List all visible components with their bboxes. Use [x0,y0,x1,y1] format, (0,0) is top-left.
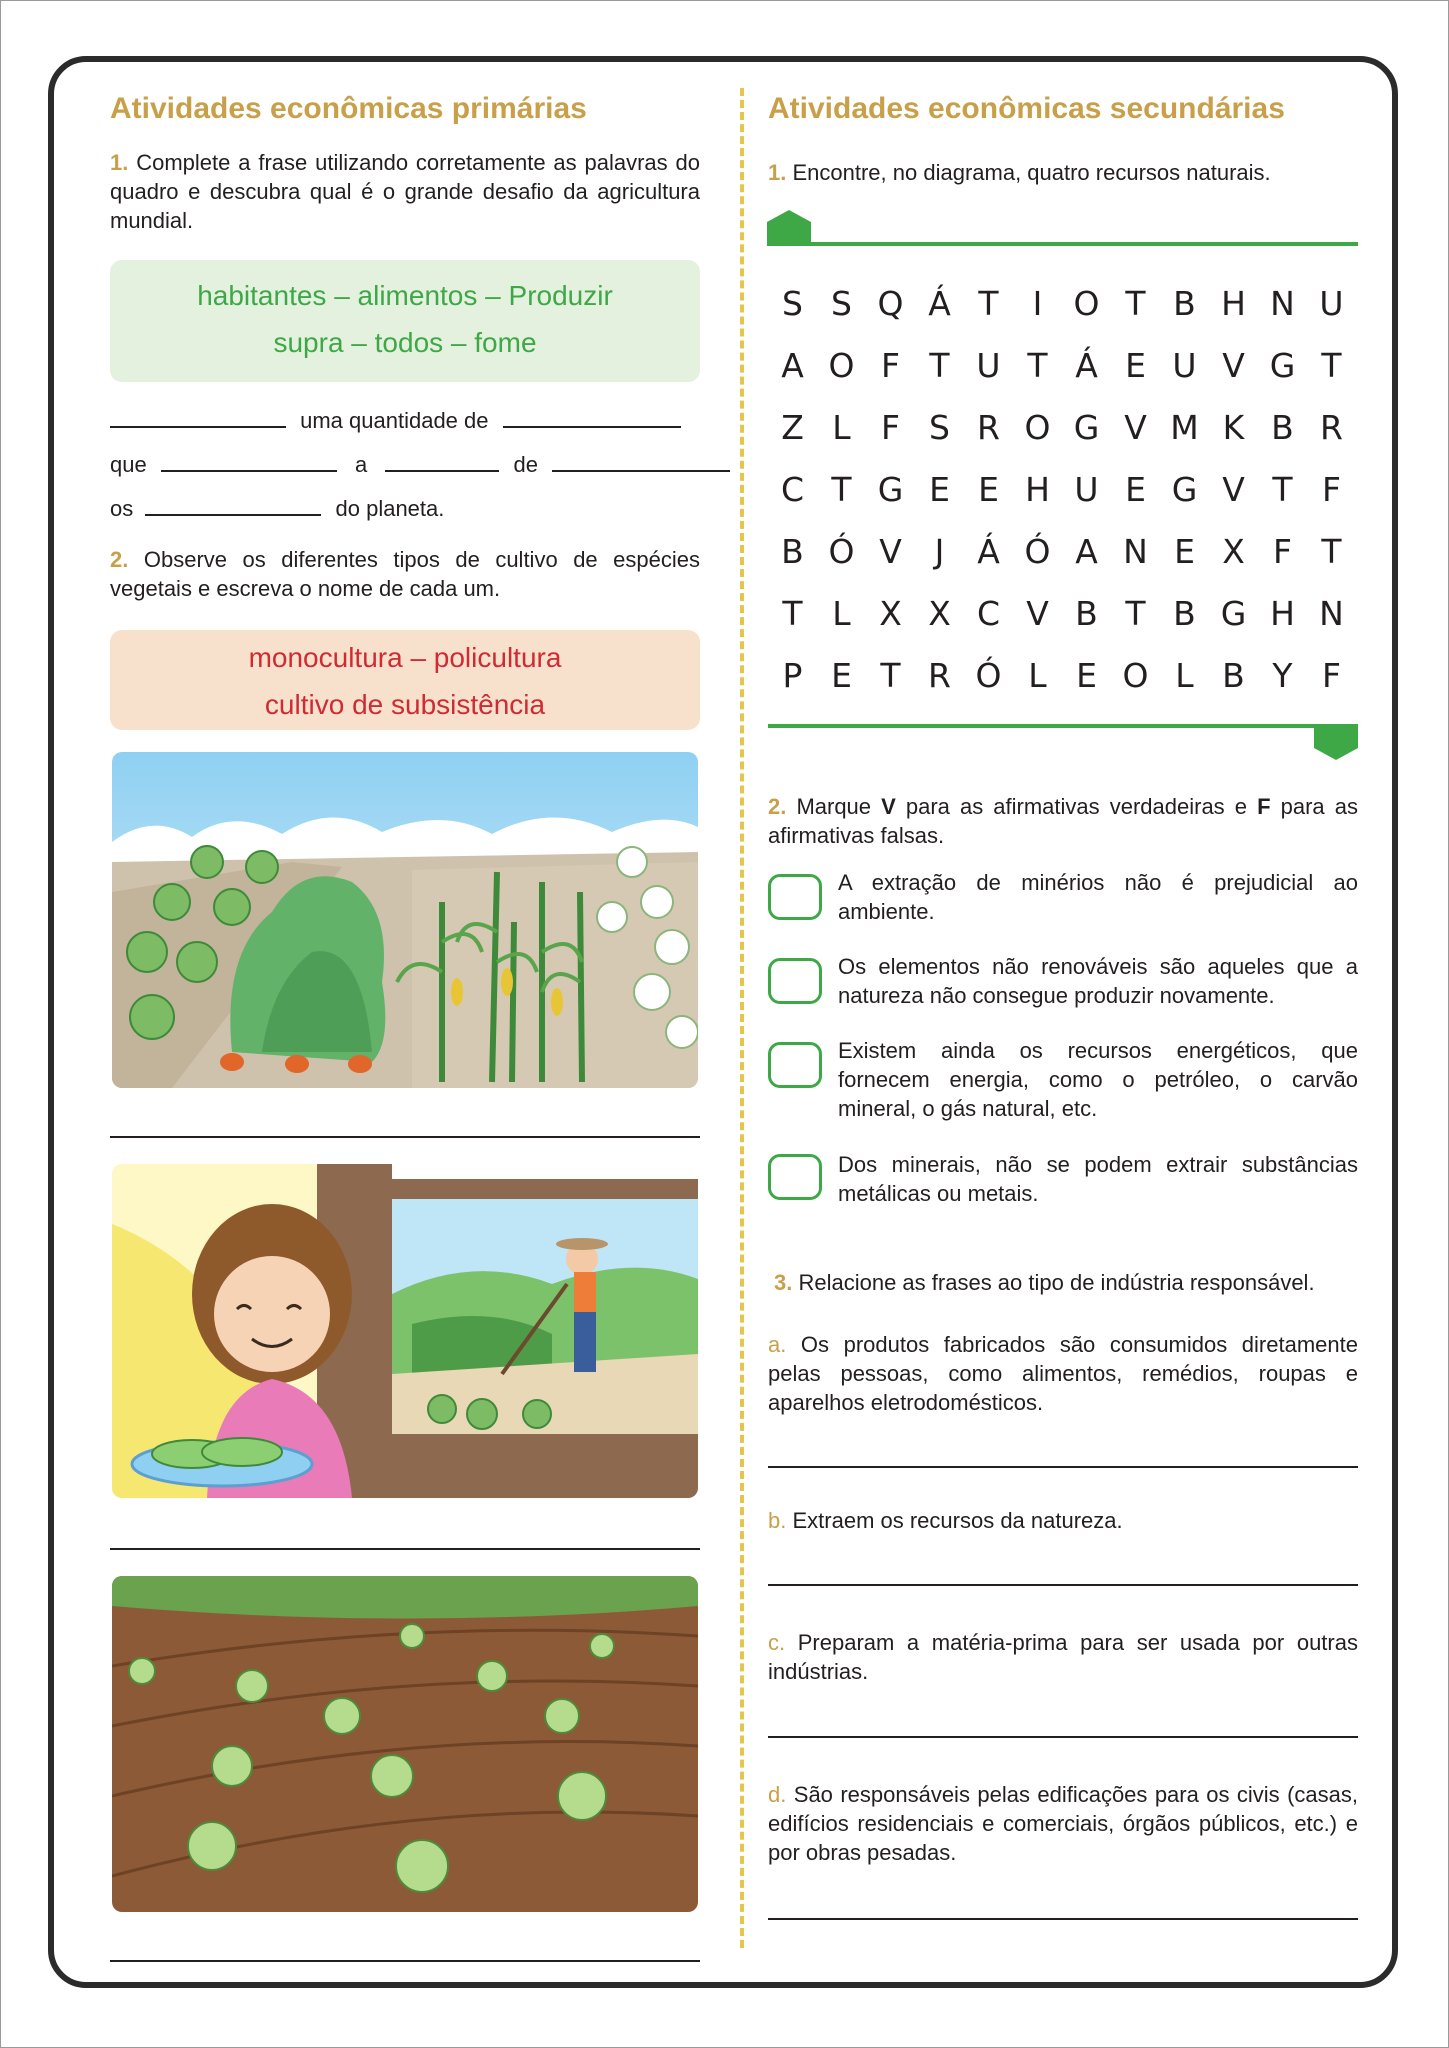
grid-letter[interactable]: C [976,593,1001,633]
vf-checkbox-3[interactable] [768,1042,822,1088]
grid-letter[interactable]: S [831,283,852,323]
grid-letter[interactable]: T [1125,283,1146,323]
grid-letter[interactable]: B [1222,655,1245,695]
sentence-text-5: os [110,496,134,521]
grid-letter[interactable]: E [929,469,950,509]
illustration-polyculture [112,752,698,1088]
grid-row-6 [768,582,1358,644]
right-q3-prompt [774,1268,1358,1297]
left-q1-number: 1. [110,150,129,175]
grid-row-1 [768,272,1358,334]
sentence-row-1 [110,404,700,434]
grid-letter[interactable]: V [1222,469,1245,509]
answer-line-illustration-3[interactable] [110,1960,700,1962]
grid-letter[interactable]: T [831,469,852,509]
grid-letter[interactable]: O [1122,655,1149,695]
grid-letter[interactable]: T [880,655,901,695]
grid-letter[interactable]: U [976,345,1001,385]
sentence-text-2: que [110,452,147,477]
right-q2-text-a: Marque [796,794,872,819]
vf-statement-1: A extração de minérios não é prejudicial ao ambiente. [838,870,1358,924]
illustration-subsistence [112,1164,698,1498]
grid-letter[interactable]: N [1319,593,1344,633]
right-q2-bold-v: V [881,794,896,819]
word-search-grid [768,272,1358,706]
grid-letter[interactable]: Ó [1024,531,1051,571]
grid-letter[interactable]: G [1269,345,1296,385]
sentence-text-6: do planeta. [335,496,445,521]
grid-letter[interactable]: G [877,469,904,509]
grid-letter[interactable]: F [881,407,900,447]
grid-letter[interactable]: C [780,469,805,509]
grid-letter[interactable]: G [1171,469,1198,509]
left-q1-text: Complete a frase utilizando corretamente as palavras do quadro e descubra qual é o grande desafio da agricultura mundial. [110,150,700,233]
answer-line-q3-a[interactable] [768,1466,1358,1468]
grid-letter[interactable]: B [781,531,804,571]
grid-letter[interactable]: T [1125,593,1146,633]
sentence-row-3 [110,492,700,522]
q3-item-d-letter: d. [768,1782,787,1807]
grid-letter[interactable]: U [1074,469,1099,509]
vf-statement-4: Dos minerais, não se podem extrair substâncias metálicas ou metais. [838,1152,1358,1206]
polyculture-drawing [112,752,698,1088]
right-q2-text-c: para as afirmativas falsas. [768,794,1358,848]
vf-statement-2: Os elementos não renováveis são aqueles que a natureza não consegue produzir novamente. [838,954,1358,1008]
grid-letter[interactable]: O [1024,407,1051,447]
q3-item-b-text: Extraem os recursos da natureza. [792,1508,1123,1533]
grid-letter[interactable]: N [1123,531,1148,571]
grid-letter[interactable]: I [1032,283,1043,323]
grid-bottom-tab [1314,724,1358,760]
grid-row-3 [768,396,1358,458]
q3-item-b [768,1506,1358,1535]
grid-letter[interactable]: U [1172,345,1197,385]
blank-6[interactable] [145,492,321,516]
grid-top-tab [767,210,811,246]
grid-row-7 [768,644,1358,706]
right-q2-prompt [768,792,1358,850]
grid-letter[interactable]: Y [1272,655,1293,695]
grid-bottom-border [768,724,1358,728]
grid-letter[interactable]: F [881,345,900,385]
grid-letter[interactable]: F [1322,469,1341,509]
answer-line-q3-d[interactable] [768,1918,1358,1920]
right-q2-bold-f: F [1257,794,1271,819]
sentence-text-1: uma quantidade de [300,408,489,433]
grid-letter[interactable]: E [1076,655,1097,695]
grid-letter[interactable]: T [782,593,803,633]
grid-letter[interactable]: A [1075,531,1098,571]
left-q2-text: Observe os diferentes tipos de cultivo de espécies vegetais e escreva o nome de cada um. [110,547,700,601]
grid-letter[interactable]: V [1222,345,1245,385]
blank-1[interactable] [110,404,286,428]
left-q1-prompt [110,148,700,235]
grid-letter[interactable]: L [1028,655,1047,695]
grid-letter[interactable]: O [1073,283,1100,323]
grid-letter[interactable]: V [1124,407,1147,447]
grid-letter[interactable]: V [879,531,902,571]
grid-letter[interactable]: R [1320,407,1343,447]
grid-letter[interactable]: E [831,655,852,695]
left-q2-prompt [110,545,700,603]
grid-letter[interactable]: E [1174,531,1195,571]
sentence-text-3: a [354,452,368,477]
illustration-monoculture [112,1576,698,1912]
vf-checkbox-2[interactable] [768,958,822,1004]
grid-top-border [768,242,1358,246]
grid-letter[interactable]: Á [928,283,951,323]
q3-item-c [768,1628,1358,1686]
answer-line-q3-c[interactable] [768,1736,1358,1738]
blank-2[interactable] [503,404,681,428]
grid-letter[interactable]: B [1173,283,1196,323]
word-bank-q1-line2: supra – todos – fome [273,327,537,358]
grid-letter[interactable]: R [977,407,1000,447]
right-q1-text: Encontre, no diagrama, quatro recursos naturais. [792,160,1271,185]
grid-letter[interactable]: U [1319,283,1344,323]
grid-letter[interactable]: H [1221,283,1246,323]
grid-letter[interactable]: S [929,407,950,447]
grid-letter[interactable]: L [1175,655,1194,695]
answer-line-illustration-2[interactable] [110,1548,700,1550]
right-q2-number: 2. [768,794,787,819]
blank-4[interactable] [385,448,499,472]
left-q2-number: 2. [110,547,129,572]
q3-item-c-text: Preparam a matéria-prima para ser usada por outras indústrias. [768,1630,1358,1684]
q3-item-b-letter: b. [768,1508,787,1533]
grid-letter[interactable]: Á [977,531,1000,571]
right-q3-text: Relacione as frases ao tipo de indústria responsável. [798,1270,1315,1295]
grid-letter[interactable]: Z [781,407,804,447]
grid-letter[interactable]: B [1075,593,1098,633]
grid-letter[interactable]: E [1125,345,1146,385]
grid-letter[interactable]: N [1270,283,1295,323]
grid-letter[interactable]: Ó [828,531,855,571]
blank-3[interactable] [161,448,337,472]
grid-letter[interactable]: B [1271,407,1294,447]
right-section-title: Atividades econômicas secundárias [768,92,1285,125]
vf-checkbox-4[interactable] [768,1154,822,1200]
grid-letter[interactable]: F [1322,655,1341,695]
grid-letter[interactable]: T [1027,345,1048,385]
grid-letter[interactable]: B [1173,593,1196,633]
grid-letter[interactable]: K [1222,407,1245,447]
sentence-row-2 [110,448,700,478]
right-q1-prompt [768,158,1358,187]
q3-item-d [768,1780,1358,1867]
grid-letter[interactable]: X [879,593,902,633]
grid-letter[interactable]: T [1321,531,1342,571]
right-q1-number: 1. [768,160,787,185]
grid-letter[interactable]: S [782,283,803,323]
grid-letter[interactable]: A [781,345,804,385]
grid-letter[interactable]: J [934,531,945,571]
answer-line-illustration-1[interactable] [110,1136,700,1138]
word-bank-q2-line1: monocultura – policultura [248,642,562,673]
grid-letter[interactable]: T [1321,345,1342,385]
grid-letter[interactable]: L [832,407,851,447]
right-q2-text-b: para as afirmativas verdadeiras e [905,794,1247,819]
sentence-text-4: de [513,452,538,477]
grid-letter[interactable]: E [978,469,999,509]
grid-letter[interactable]: H [1270,593,1295,633]
vf-checkbox-1[interactable] [768,874,822,920]
grid-letter[interactable]: T [1272,469,1293,509]
grid-letter[interactable]: G [1220,593,1247,633]
grid-letter[interactable]: V [1026,593,1049,633]
grid-letter[interactable]: H [1025,469,1050,509]
q3-item-a [768,1330,1358,1417]
right-q3-number: 3. [774,1270,793,1295]
grid-letter[interactable]: P [782,655,803,695]
grid-letter[interactable]: T [978,283,999,323]
grid-letter[interactable]: Ó [975,655,1002,695]
word-bank-q2-line2: cultivo de subsistência [264,689,546,720]
grid-letter[interactable]: X [928,593,951,633]
grid-letter[interactable]: F [1273,531,1292,571]
vf-statement-3: Existem ainda os recursos energéticos, que fornecem energia, como o petróleo, o carvão mineral, o gás natural, etc. [838,1038,1358,1121]
grid-letter[interactable]: G [1073,407,1100,447]
answer-line-q3-b[interactable] [768,1584,1358,1586]
q3-item-d-text: São responsáveis pelas edificações para os civis (casas, edifícios residenciais e comerciais, órgãos públicos, etc.) e por obras pesadas. [768,1782,1358,1865]
grid-letter[interactable]: Q [877,283,904,323]
word-bank-q1-line1: habitantes – alimentos – Produzir [197,280,613,311]
subsistence-drawing [112,1164,698,1498]
grid-letter[interactable]: O [828,345,855,385]
word-bank-q2 [110,630,700,730]
grid-letter[interactable]: X [1222,531,1245,571]
blank-5[interactable] [552,448,730,472]
word-bank-q1 [110,260,700,382]
q3-item-c-letter: c. [768,1630,786,1655]
q3-item-a-letter: a. [768,1332,787,1357]
grid-letter[interactable]: Á [1075,345,1098,385]
grid-row-5 [768,520,1358,582]
monoculture-drawing [112,1576,698,1912]
left-section-title: Atividades econômicas primárias [110,92,587,125]
column-divider [740,88,744,1948]
grid-row-4 [768,458,1358,520]
grid-letter[interactable]: M [1170,407,1199,447]
grid-row-2 [768,334,1358,396]
grid-letter[interactable]: T [929,345,950,385]
grid-letter[interactable]: L [832,593,851,633]
grid-letter[interactable]: E [1125,469,1146,509]
q3-item-a-text: Os produtos fabricados são consumidos diretamente pelas pessoas, como alimentos, remédios, roupas e aparelhos eletrodomésticos. [768,1332,1358,1415]
grid-letter[interactable]: R [928,655,951,695]
